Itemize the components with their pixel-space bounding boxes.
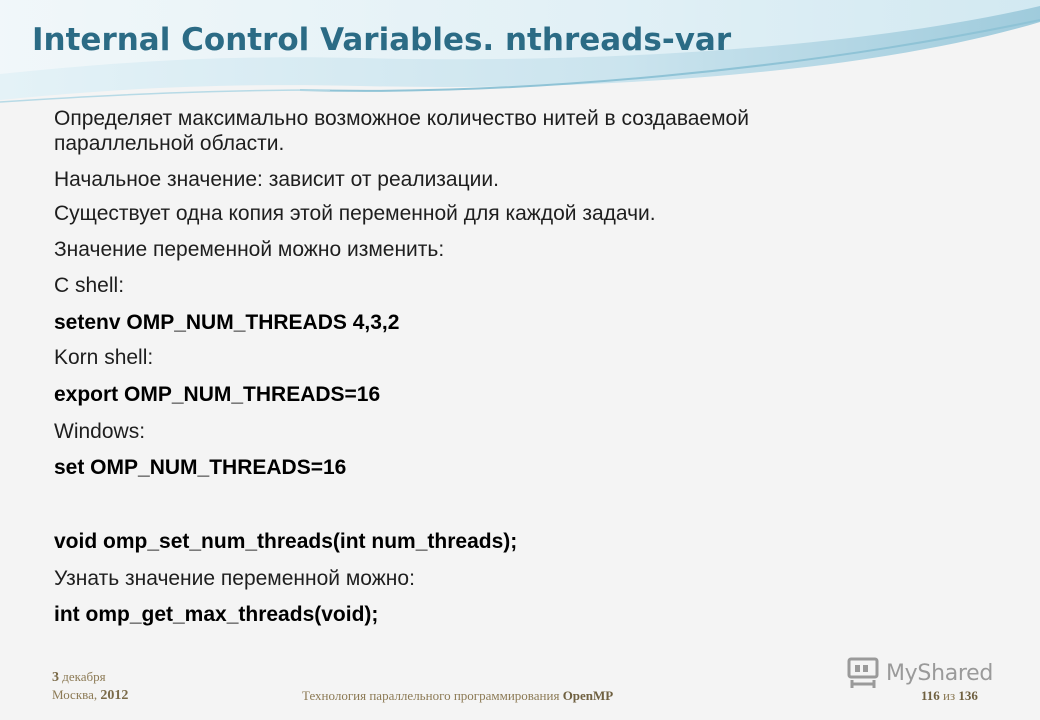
code-line: export OMP_NUM_THREADS=16 xyxy=(54,383,381,406)
text-line: Значение переменной можно изменить: xyxy=(54,238,445,261)
footer-course xyxy=(302,688,613,704)
text-line: параллельной области. xyxy=(54,132,285,155)
watermark xyxy=(846,656,993,690)
page-total: 136 xyxy=(958,688,978,703)
footer-page-number xyxy=(921,688,978,704)
footer-year: 2012 xyxy=(100,688,129,703)
code-line: void omp_set_num_threads(int num_threads); xyxy=(54,530,518,553)
footer-day: 3 xyxy=(52,670,59,685)
text-line: Узнать значение переменной можно: xyxy=(54,567,415,590)
slide-body xyxy=(54,106,914,627)
text-line: Windows: xyxy=(54,420,146,443)
code-line: int omp_get_max_threads(void); xyxy=(54,603,379,626)
text-line: Определяет максимально возможное количество нитей в создаваемой xyxy=(54,107,749,130)
footer-month: декабря xyxy=(62,669,106,684)
page-separator: из xyxy=(943,688,956,703)
footer-course-name: Технология параллельного программирования xyxy=(302,688,560,703)
text-line: Начальное значение: зависит от реализации. xyxy=(54,168,499,191)
text-line: Существует одна копия этой переменной для каждой задачи. xyxy=(54,202,656,225)
myshared-logo-icon xyxy=(846,656,882,690)
watermark-text: MyShared xyxy=(886,660,994,686)
footer-city: Москва xyxy=(52,687,94,702)
page-current: 116 xyxy=(921,688,940,703)
code-line: set OMP_NUM_THREADS=16 xyxy=(54,456,347,479)
text-line: C shell: xyxy=(54,274,125,297)
footer-date: 3 декабря Москва, 2012 xyxy=(52,669,129,703)
slide-title: Internal Control Variables. nthreads-var xyxy=(32,22,732,58)
text-line: Korn shell: xyxy=(54,346,154,369)
code-line: setenv OMP_NUM_THREADS 4,3,2 xyxy=(54,311,400,334)
footer-course-brand: OpenMP xyxy=(562,688,614,703)
